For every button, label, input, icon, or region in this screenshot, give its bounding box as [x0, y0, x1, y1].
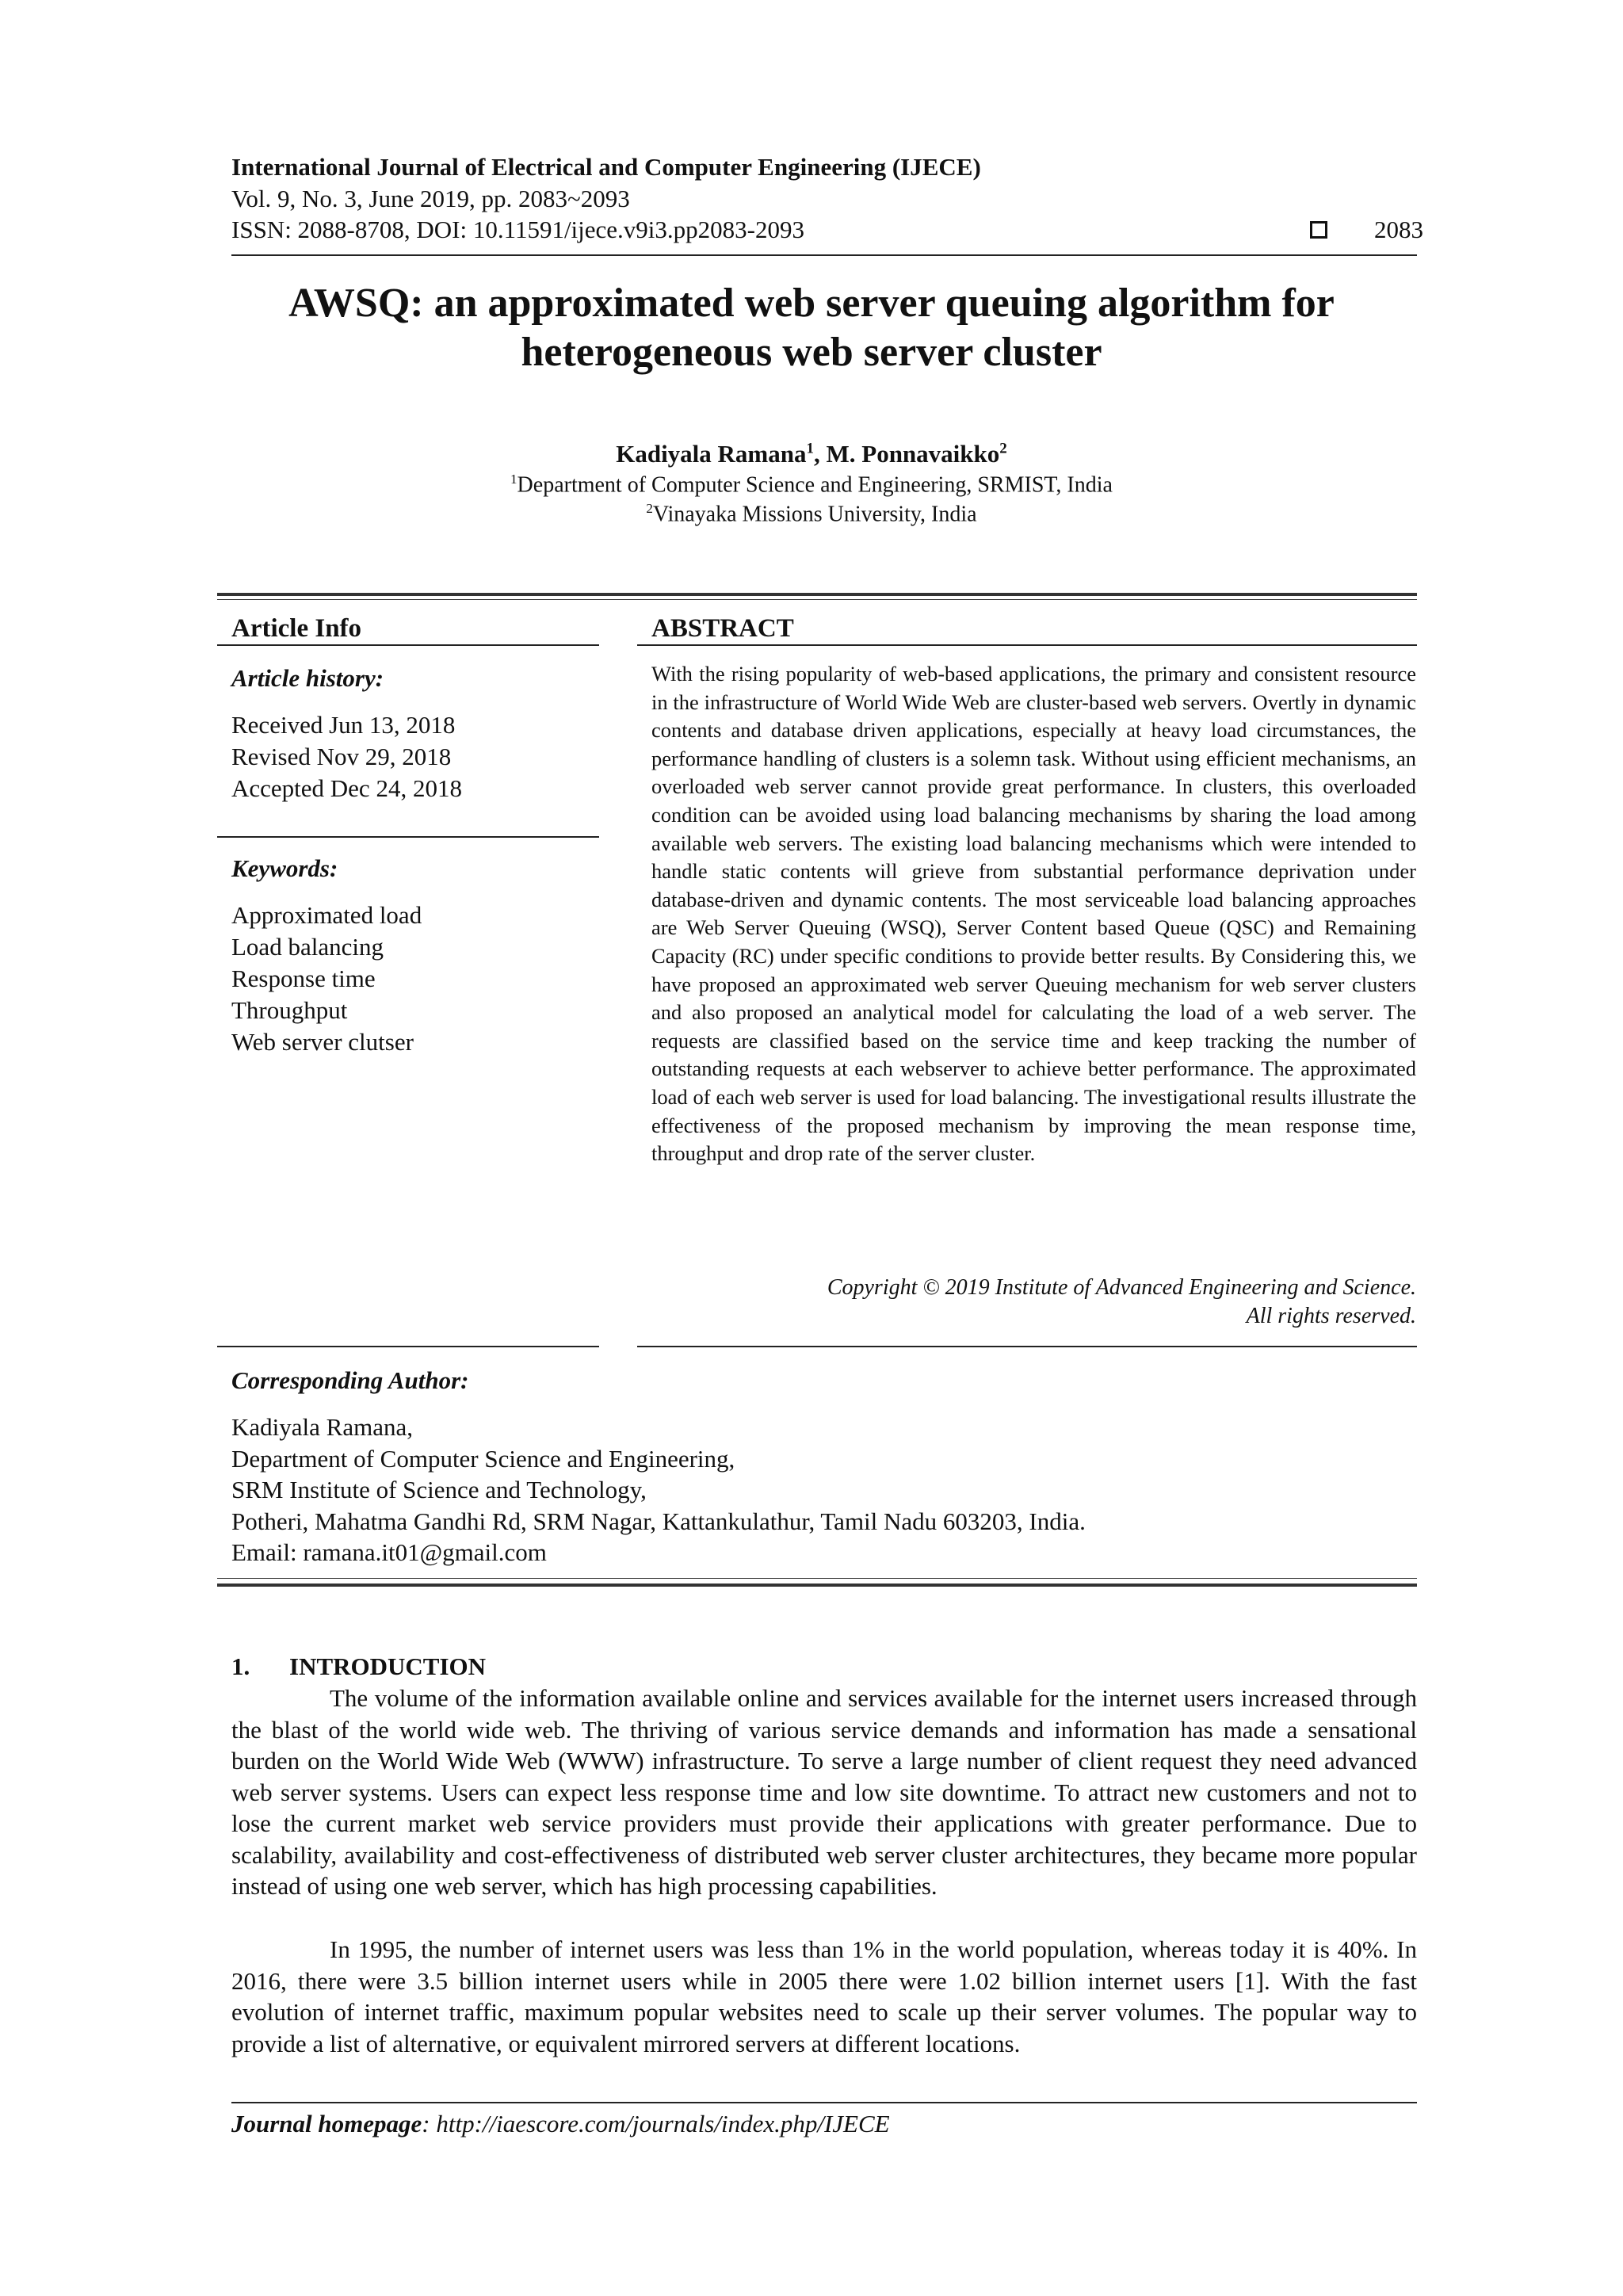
homepage-separator: :	[422, 2110, 437, 2137]
paper-title	[198, 279, 1425, 377]
keyword: Approximated load	[231, 901, 422, 929]
corr-department: Department of Computer Science and Engineering,	[231, 1444, 735, 1473]
infobox-top-rule-2	[217, 599, 1417, 600]
affiliation-text: Vinayaka Missions University, India	[652, 502, 977, 527]
journal-homepage	[231, 2110, 890, 2138]
section-number: 1.	[231, 1652, 250, 1680]
volume-line: Vol. 9, No. 3, June 2019, pp. 2083~2093	[231, 185, 630, 212]
affiliation-2	[198, 501, 1425, 527]
received-date: Received Jun 13, 2018	[231, 711, 456, 739]
corresponding-author-details	[231, 1412, 1086, 1568]
title-line-1: AWSQ: an approximated web server queuing algorithm for	[288, 281, 1335, 326]
keyword: Web server clutser	[231, 1028, 414, 1056]
author-list	[198, 440, 1425, 468]
corresponding-author-heading: Corresponding Author:	[231, 1366, 469, 1394]
copyright-line-2: All rights reserved.	[1246, 1304, 1416, 1328]
intro-paragraph-2: In 1995, the number of internet users was less than 1% in the world population, whereas today it is 40%. In 2016, there were 3.5 billion internet users while in 2005 there were 1.02 billion internet users [1]. With the fast evolution of internet traffic, maximum popular websites need to scale up their server volumes. The popular way to provide a list of alternative, or equivalent mirrored servers at different locations.	[231, 1935, 1417, 2057]
author-separator: ,	[814, 440, 827, 468]
abstract-rule	[637, 644, 1417, 646]
infobox-top-rule	[217, 593, 1417, 596]
homepage-label: Journal homepage	[231, 2110, 422, 2137]
footer-rule	[231, 2102, 1417, 2103]
keyword: Load balancing	[231, 933, 384, 961]
author-2: M. Ponnavaikko	[826, 440, 1000, 468]
revised-date: Revised Nov 29, 2018	[231, 743, 452, 770]
affiliation-1	[198, 472, 1425, 498]
issn-doi-line: ISSN: 2088-8708, DOI: 10.11591/ijece.v9i3.pp2083-2093	[231, 216, 804, 243]
article-info-bottom-rule	[217, 1346, 599, 1347]
author-1: Kadiyala Ramana	[616, 440, 807, 468]
keyword: Response time	[231, 965, 376, 992]
affiliation-text: Department of Computer Science and Engineering, SRMIST, India	[517, 472, 1113, 498]
article-info-heading: Article Info	[231, 614, 362, 643]
journal-name: International Journal of Electrical and Computer Engineering (IJECE)	[231, 153, 981, 181]
corr-institute: SRM Institute of Science and Technology,	[231, 1476, 647, 1503]
page-number: 2083	[1374, 216, 1423, 243]
keywords-list	[231, 900, 422, 1058]
homepage-link[interactable]: http://iaescore.com/journals/index.php/IJECE	[436, 2110, 890, 2137]
section-title: INTRODUCTION	[289, 1652, 487, 1680]
article-info-rule	[217, 644, 599, 646]
abstract-bottom-rule	[637, 1346, 1417, 1347]
article-history-heading: Article history:	[231, 664, 384, 692]
accepted-date: Accepted Dec 24, 2018	[231, 774, 462, 802]
copyright-notice	[651, 1274, 1416, 1331]
infobox-bottom-rule-2	[217, 1584, 1417, 1587]
section-heading-introduction	[231, 1652, 486, 1681]
header-rule	[231, 254, 1417, 256]
square-outline-icon	[1310, 221, 1327, 239]
abstract-text: With the rising popularity of web-based applications, the primary and consistent resource in the infrastructure of World Wide Web are cluster-based web servers. Overtly in dynamic contents and database driven applications, especially at heavy load circumstances, the performance handling of clusters is a solemn task. Without using efficient mechanisms, an overloaded web server cannot provide great performance. In clusters, this overloaded condition can be avoided using load balancing mechanisms by sharing the load among available web servers. The existing load balancing mechanisms which were intended to handle static contents will grieve from substantial performance deprivation under database-driven and dynamic contents. The most serviceable load balancing approaches are Web Server Queuing (WSQ), Server Content based Queue (QSC) and Remaining Capacity (RC) under specific conditions to provide better results. By Considering this, we have proposed an approximated web server Queuing mechanism for web server clusters and also proposed an analytical model for calculating the load of a web server. The requests are classified based on the service time and keep tracking the number of outstanding requests at each webserver to achieve better performance. The approximated load of each web server is used for load balancing. The investigational results illustrate the effectiveness of the proposed mechanism by improving the mean response time, throughput and drop rate of the server cluster.	[651, 662, 1416, 1166]
corr-author-name: Kadiyala Ramana,	[231, 1413, 413, 1441]
infobox-bottom-rule	[217, 1578, 1417, 1579]
corr-address: Potheri, Mahatma Gandhi Rd, SRM Nagar, Kattankulathur, Tamil Nadu 603203, India.	[231, 1507, 1086, 1535]
article-history	[231, 709, 462, 804]
corr-email: Email: ramana.it01@gmail.com	[231, 1538, 547, 1566]
keyword: Throughput	[231, 996, 348, 1024]
author-1-affil-sup: 1	[806, 440, 814, 457]
copyright-line-1: Copyright © 2019 Institute of Advanced Engineering and Science.	[827, 1275, 1416, 1300]
title-line-2: heterogeneous web server cluster	[521, 330, 1102, 375]
affiliation-sup: 2	[646, 501, 653, 516]
history-rule	[217, 836, 599, 838]
intro-paragraph-1: The volume of the information available online and services available for the internet users increased through the blast of the world wide web. The thriving of various service demands and information has made a sensational burden on the World Wide Web (WWW) infrastructure. To serve a large number of client request they need advanced web server systems. Users can expect less response time and low site downtime. To attract new customers and not to lose the current market web service providers must provide their applications with greater performance. Due to scalability, availability and cost-effectiveness of distributed web server cluster architectures, they became more popular instead of using one web server, which has high processing capabilities.	[231, 1684, 1417, 1900]
keywords-heading: Keywords:	[231, 854, 338, 882]
abstract-heading: ABSTRACT	[651, 614, 794, 643]
author-2-affil-sup: 2	[999, 440, 1007, 457]
affiliation-sup: 1	[510, 472, 517, 487]
